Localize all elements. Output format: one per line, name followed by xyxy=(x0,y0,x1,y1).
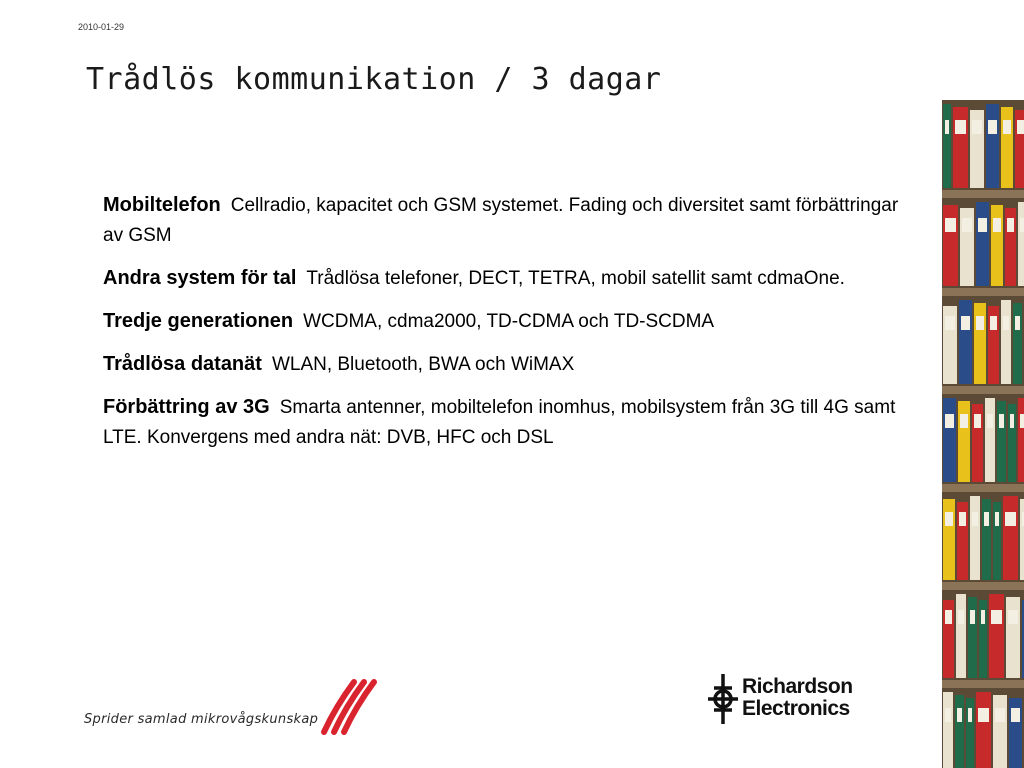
book-spine xyxy=(1006,597,1020,678)
book-label xyxy=(990,316,997,330)
footer-tagline: Sprider samlad mikrovågskunskap xyxy=(84,712,319,727)
book-spine xyxy=(991,205,1003,286)
book-label xyxy=(945,512,953,526)
bookshelf-illustration xyxy=(942,100,1024,768)
book-spine xyxy=(1013,303,1022,384)
book-label xyxy=(1003,120,1011,134)
shelf-plank xyxy=(942,680,1024,688)
list-item-forbattring-3g xyxy=(103,392,903,453)
book-spine xyxy=(985,398,995,482)
book-label xyxy=(984,512,989,526)
shelf-plank xyxy=(942,288,1024,296)
logo-wordmark xyxy=(742,676,853,720)
slide-title: Trådlös kommunikation / 3 dagar xyxy=(86,62,662,97)
book-spine xyxy=(968,597,977,678)
book-label xyxy=(962,218,972,232)
book-spine xyxy=(1001,107,1013,188)
book-label xyxy=(1015,316,1020,330)
book-label xyxy=(991,610,1002,624)
list-item-tradlosa-datanat xyxy=(103,349,903,380)
book-label xyxy=(995,708,1005,722)
book-spine xyxy=(974,303,986,384)
book-label xyxy=(976,316,984,330)
book-spine xyxy=(989,594,1004,678)
book-label xyxy=(988,120,997,134)
book-label xyxy=(999,414,1004,428)
book-label xyxy=(945,610,952,624)
book-label xyxy=(957,708,962,722)
book-spine xyxy=(1020,499,1024,580)
shelf-plank xyxy=(942,190,1024,198)
book-spine xyxy=(997,401,1006,482)
book-label xyxy=(981,610,985,624)
book-spine xyxy=(943,205,958,286)
bookshelf-image xyxy=(942,100,1024,768)
book-label xyxy=(1020,414,1024,428)
shelf-plank xyxy=(942,484,1024,492)
book-spine xyxy=(1001,300,1011,384)
richardson-logo xyxy=(706,674,886,724)
book-label xyxy=(945,316,955,330)
book-label xyxy=(1003,316,1009,330)
book-label xyxy=(945,120,949,134)
book-spine xyxy=(958,401,970,482)
book-spine xyxy=(953,107,968,188)
logo-line-1: Richardson xyxy=(742,675,853,698)
shelf-plank xyxy=(942,386,1024,394)
book-label xyxy=(987,414,993,428)
book-spine xyxy=(955,695,964,768)
book-spine xyxy=(943,398,956,482)
book-label xyxy=(970,610,975,624)
book-label xyxy=(1010,414,1014,428)
book-spine xyxy=(956,594,966,678)
book-spine xyxy=(976,202,989,286)
book-label xyxy=(1011,708,1020,722)
book-label xyxy=(993,218,1001,232)
item-text: WCDMA, cdma2000, TD-CDMA och TD-SCDMA xyxy=(303,311,715,332)
book-spine xyxy=(943,104,951,188)
shelf-plank xyxy=(942,582,1024,590)
book-label xyxy=(961,316,970,330)
list-item-andra-system xyxy=(103,263,903,294)
book-spine xyxy=(959,300,972,384)
book-label xyxy=(945,218,956,232)
book-label xyxy=(968,708,972,722)
book-label xyxy=(972,120,982,134)
book-spine xyxy=(1018,202,1024,286)
bullet-list xyxy=(103,190,903,465)
circuit-symbol-icon xyxy=(706,674,740,724)
logo-line-2: Electronics xyxy=(742,697,850,720)
book-label xyxy=(959,512,966,526)
item-heading: Andra system för tal xyxy=(103,267,297,289)
item-heading: Trådlösa datanät xyxy=(103,353,262,375)
book-spine xyxy=(943,692,953,768)
book-spine xyxy=(993,695,1007,768)
book-label xyxy=(958,610,964,624)
book-label xyxy=(1008,610,1018,624)
book-label xyxy=(945,708,951,722)
book-label xyxy=(978,708,989,722)
book-spine xyxy=(976,692,991,768)
book-spine xyxy=(970,496,980,580)
item-heading: Mobiltelefon xyxy=(103,194,221,216)
book-spine xyxy=(943,499,955,580)
book-spine xyxy=(982,499,991,580)
book-label xyxy=(1017,120,1024,134)
book-label xyxy=(1005,512,1016,526)
swoosh-logo-icon xyxy=(314,676,384,736)
book-spine xyxy=(986,104,999,188)
item-text: Smarta antenner, mobiltelefon inomhus, mobilsystem från 3G till 4G samt LTE. Konvergens med andra nät: DVB, HFC och DSL xyxy=(103,397,896,448)
book-label xyxy=(960,414,968,428)
book-label xyxy=(972,512,978,526)
item-text: Trådlösa telefoner, DECT, TETRA, mobil satellit samt cdmaOne. xyxy=(306,268,845,289)
item-text: Cellradio, kapacitet och GSM systemet. Fading och diversitet samt förbättringar av GSM xyxy=(103,195,899,246)
book-label xyxy=(978,218,987,232)
slide-date: 2010-01-29 xyxy=(78,22,125,32)
book-spine xyxy=(1018,398,1024,482)
book-label xyxy=(1020,218,1024,232)
book-label xyxy=(974,414,981,428)
book-label xyxy=(955,120,966,134)
book-label xyxy=(945,414,954,428)
item-heading: Tredje generationen xyxy=(103,310,294,332)
book-spine xyxy=(1003,496,1018,580)
item-heading: Förbättring av 3G xyxy=(103,396,270,418)
item-text: WLAN, Bluetooth, BWA och WiMAX xyxy=(271,354,575,375)
list-item-mobiltelefon xyxy=(103,190,903,251)
book-label xyxy=(995,512,999,526)
list-item-tredje-generationen xyxy=(103,306,903,337)
book-label xyxy=(1007,218,1014,232)
